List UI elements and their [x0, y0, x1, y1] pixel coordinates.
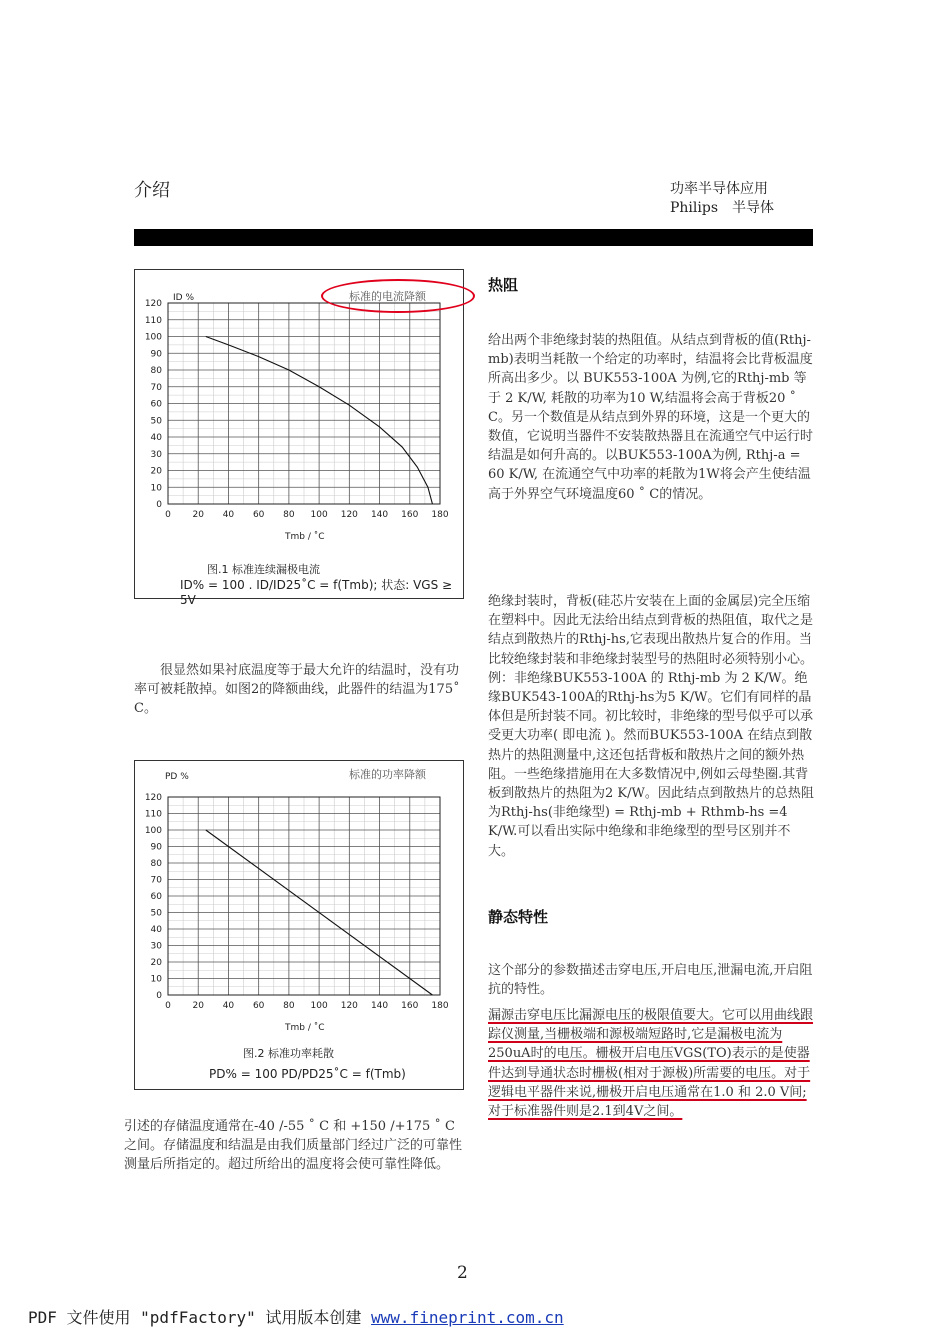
figure-2-chart: [135, 761, 463, 1089]
x-tick-label: 180: [431, 510, 449, 520]
header-publication: [670, 180, 774, 218]
y-tick-label: 80: [150, 859, 162, 869]
figure-2-caption-formula: PD% = 100 PD/PD25˚C = f(Tmb): [209, 1067, 406, 1081]
static-paragraph-1: 这个部分的参数描述击穿电压,开启电压,泄漏电流,开启阻抗的特性。: [488, 963, 813, 998]
x-tick-label: 180: [431, 1001, 449, 1011]
y-tick-label: 40: [150, 433, 162, 443]
header-section: 介绍: [134, 180, 170, 201]
y-tick-label: 120: [144, 793, 162, 803]
x-tick-label: 120: [340, 510, 358, 520]
figure-1-caption-title: 图.1 标准连续漏极电流: [207, 563, 320, 576]
pdf-footer: [28, 1305, 564, 1328]
y-tick-label: 90: [150, 842, 162, 853]
header-rule: [134, 229, 813, 246]
y-tick-label: 20: [150, 958, 162, 968]
header-publication-line2: Philips 半导体: [670, 200, 775, 216]
y-tick-label: 10: [150, 483, 162, 494]
x-tick-label: 60: [252, 510, 265, 520]
y-tick-label: 40: [150, 925, 162, 935]
y-tick-label: 70: [150, 382, 162, 393]
y-tick-label: 120: [144, 299, 162, 309]
figure-2: [134, 760, 464, 1090]
header-publication-line1: 功率半导体应用: [670, 181, 768, 197]
x-tick-label: 160: [401, 1001, 419, 1011]
x-tick-label: 80: [283, 1001, 295, 1011]
static-paragraph-2: 漏源击穿电压比漏源电压的极限值要大。它可以用曲线跟踪仪测量,当栅极端和源极端短路时,它是漏极电流为250uA时的电压。栅极开启电压VGS(TO)表示的是使器件达到导通状态时栅极(相对于源极)所需要的电压。对于逻辑电平器件来说,栅极开启电压通常在1.0 和 2.0 V间;对于标准器件则是2.1到4V之间。: [488, 1008, 814, 1120]
figure-1-xlabel: Tmb / ˚C: [285, 532, 325, 542]
x-tick-label: 100: [310, 1001, 328, 1011]
y-tick-label: 60: [150, 399, 162, 410]
figure-1-annotation: 标准的电流降额: [349, 290, 426, 303]
x-tick-label: 140: [370, 1001, 389, 1011]
y-tick-label: 70: [150, 875, 162, 886]
y-tick-label: 0: [156, 500, 162, 510]
y-tick-label: 100: [144, 332, 162, 343]
y-tick-label: 50: [150, 416, 162, 427]
page-number: 2: [457, 1263, 468, 1283]
y-tick-label: 50: [150, 908, 162, 919]
figure-1-caption-formula: ID% = 100 . ID/ID25˚C = f(Tmb); 状态: VGS ≥ 5V: [180, 578, 453, 607]
y-tick-label: 30: [150, 941, 162, 952]
footer-link[interactable]: www.fineprint.com.cn: [371, 1308, 564, 1327]
x-tick-label: 20: [192, 510, 204, 520]
y-tick-label: 20: [150, 466, 162, 477]
y-tick-label: 90: [150, 349, 162, 360]
y-tick-label: 110: [144, 315, 162, 326]
figure-2-xlabel: Tmb / ˚C: [285, 1023, 325, 1033]
section-title-static-characteristics: 静态特性: [488, 908, 549, 926]
thermal-paragraph-1: 给出两个非绝缘封装的热阻值。从结点到背板的值(Rthj-mb)表明当耗散一个给定的功率时，结温将会比背板温度所高出多少。以 BUK553-100A 为例,它的Rthj-mb 等于 2 K/W, 耗散的功率为10 W,结温将会高于背板20 ˚ C。另一个数值是从结点到外界的环境，这是一个更大的数值，它说明当器件不安装散热器且在流通空气中运行时结温是如何升高的。以BUK553-100A为例, Rthj-a = 60 K/W, 在流通空气中功率的耗散为1W将会产生使结温高于外界空气环境温度60 ˚ C的情况。: [488, 333, 814, 502]
x-tick-label: 20: [192, 1001, 204, 1011]
left-paragraph-derating: 很显然如果衬底温度等于最大允许的结温时，没有功率可被耗散掉。如图2的降额曲线，此器件的结温为175˚ C。: [134, 663, 460, 717]
x-tick-label: 0: [165, 1001, 171, 1011]
figure-2-annotation: 标准的功率降额: [349, 768, 426, 781]
y-tick-label: 80: [150, 366, 162, 376]
x-tick-label: 160: [401, 510, 419, 520]
left-paragraph-storage-temp: 引述的存储温度通常在-40 /-55 ˚ C 和 +150 /+175 ˚ C 之间。存储温度和结温是由我们质量部门经过广泛的可靠性测量后所指定的。超过所给出的温度将会使可靠性降低。: [124, 1119, 463, 1173]
figure-2-ylabel: PD %: [165, 772, 189, 782]
x-tick-label: 100: [310, 510, 328, 520]
x-tick-label: 120: [340, 1001, 358, 1011]
thermal-paragraph-2: 绝缘封装时，背板(硅芯片安装在上面的金属层)完全压缩在塑料中。因此无法给出结点到背板的热阻值，取代之是结点到散热片的Rthj-hs,它表现出散热片复合的作用。当比较绝缘封装和非绝缘封装型号的热阻时必须特别小心。例：非绝缘BUK553-100A 的 Rthj-mb 为 2 K/W。绝缘BUK543-100A的Rthj-hs为5 K/W。它们有同样的晶体但是所封装不同。初比较时，非绝缘的型号似乎可以承受更大功率( 即电流 )。然而BUK553-100A 在结点到散热片的热阻测量中,这还包括背板和散热片之间的额外热阻。一些绝缘措施用在大多数情况中,例如云母垫圈.其背板到散热片的热阻为2 K/W。因此结点到散热片的总热阻为Rthj-hs(非绝缘型) = Rthj-mb + Rthmb-hs =4 K/W.可以看出实际中绝缘和非绝缘型的型号区别并不大。: [488, 594, 814, 859]
x-tick-label: 40: [222, 1001, 235, 1011]
handwritten-circle-mark: [321, 279, 475, 313]
y-tick-label: 110: [144, 809, 162, 820]
y-tick-label: 30: [150, 449, 162, 460]
y-tick-label: 10: [150, 974, 162, 985]
y-tick-label: 0: [156, 991, 162, 1001]
x-tick-label: 40: [222, 510, 235, 520]
figure-1-chart: [135, 270, 463, 598]
section-title-thermal-resistance: 热阻: [488, 276, 519, 294]
footer-text: PDF 文件使用 "pdfFactory" 试用版本创建: [28, 1308, 372, 1327]
y-tick-label: 60: [150, 892, 162, 902]
figure-2-caption-title: 图.2 标准功率耗散: [243, 1047, 334, 1060]
figure-1-ylabel: ID %: [173, 293, 194, 303]
y-tick-label: 100: [144, 826, 162, 836]
figure-1: [134, 269, 464, 607]
x-tick-label: 0: [165, 510, 171, 520]
x-tick-label: 140: [370, 510, 389, 520]
x-tick-label: 60: [252, 1001, 265, 1011]
x-tick-label: 80: [283, 510, 295, 520]
